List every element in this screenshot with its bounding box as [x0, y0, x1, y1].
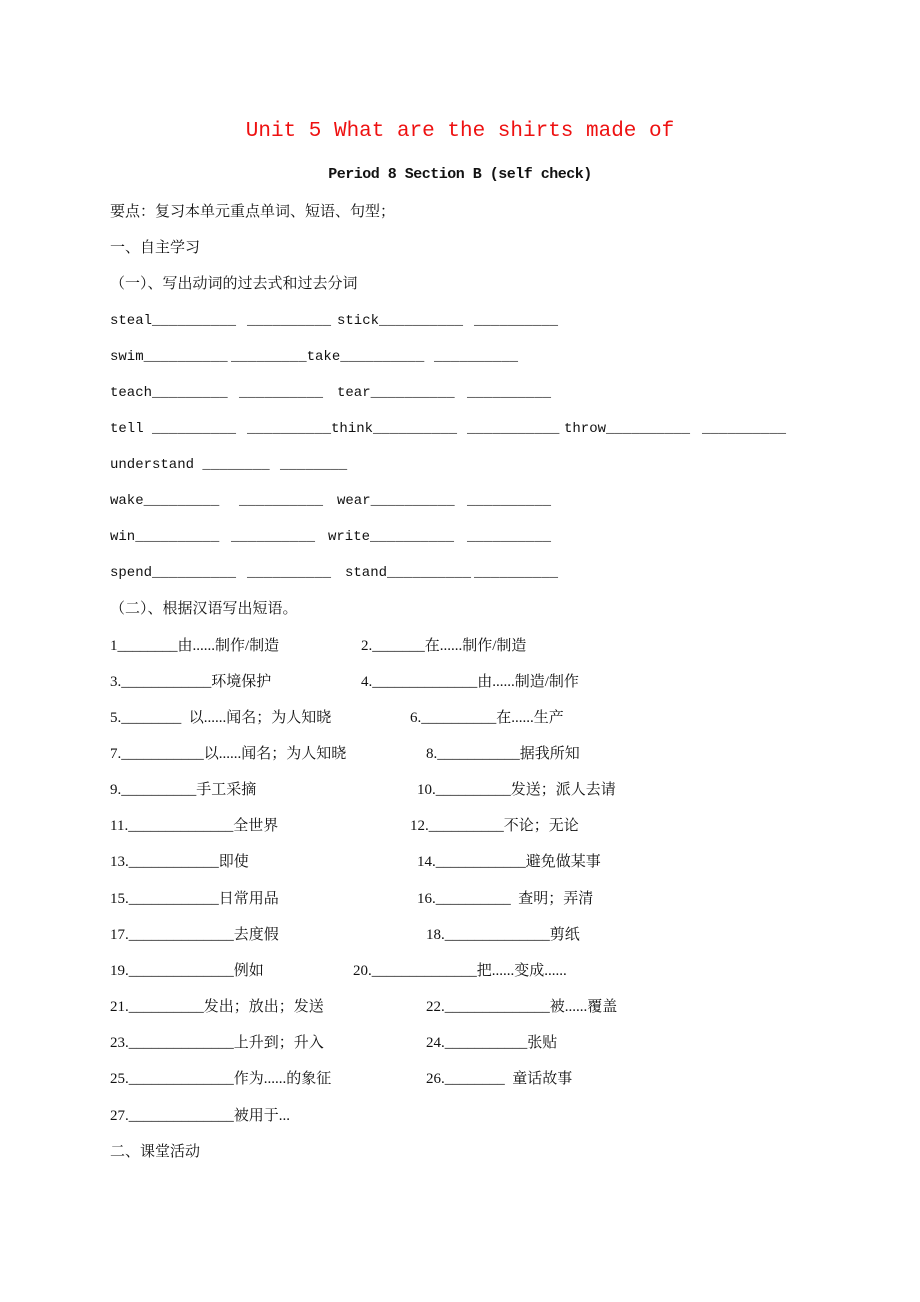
- part-heading-2: （二）、根据汉语写出短语。: [110, 601, 298, 617]
- verb-blank: ________: [280, 457, 348, 473]
- phrase-item: 11.______________全世界: [110, 818, 279, 834]
- verb-blank: win__________: [110, 529, 220, 545]
- verb-blank: spend__________: [110, 565, 237, 581]
- phrase-item: 20.______________把......变成......: [353, 963, 567, 979]
- verb-blank: understand ________: [110, 457, 270, 473]
- phrase-item: 6.__________在......生产: [410, 710, 564, 726]
- verb-blank: __________: [434, 349, 519, 365]
- phrase-item: 25.______________作为......的象征: [110, 1071, 332, 1087]
- verb-blank: swim__________: [110, 349, 228, 365]
- verb-blank: wear__________: [337, 493, 455, 509]
- phrase-item: 27.______________被用于...: [110, 1108, 291, 1124]
- phrase-item: 18.______________剪纸: [426, 927, 580, 943]
- phrase-item: 7.___________以......闻名；为人知晓: [110, 746, 347, 762]
- phrase-item: 17.______________去度假: [110, 927, 279, 943]
- verb-blank: stick__________: [337, 313, 464, 329]
- phrase-item: 12.__________不论；无论: [410, 818, 579, 834]
- phrase-item: 2._______在......制作/制造: [361, 638, 527, 654]
- phrase-item: 14.____________避免做某事: [417, 854, 601, 870]
- verb-blank: __________: [702, 421, 787, 437]
- verb-blank: __________: [247, 313, 332, 329]
- phrase-item: 21.__________发出；放出；发送: [110, 999, 324, 1015]
- phrase-item: 5.________ 以......闻名；为人知晓: [110, 710, 332, 726]
- phrase-item: 10.__________发送；派人去请: [417, 782, 616, 798]
- phrase-item: 23.______________上升到；升入: [110, 1035, 324, 1051]
- phrase-item: 15.____________日常用品: [110, 891, 279, 907]
- phrase-item: 26.________ 童话故事: [426, 1071, 573, 1087]
- verb-blank: __________think__________: [247, 421, 458, 437]
- document-subtitle: Period 8 Section B (self check): [328, 166, 592, 183]
- verb-blank: ___________: [467, 421, 560, 437]
- section-heading-2: 二、课堂活动: [110, 1144, 201, 1160]
- verb-blank: __________: [467, 385, 552, 401]
- verb-blank: __________: [474, 313, 559, 329]
- verb-blank: __________: [474, 565, 559, 581]
- verb-blank: teach_________: [110, 385, 228, 401]
- phrase-item: 8.___________据我所知: [426, 746, 580, 762]
- phrase-item: 19.______________例如: [110, 963, 264, 979]
- verb-blank: __________: [247, 565, 332, 581]
- verb-blank: tear__________: [337, 385, 455, 401]
- verb-blank: stand__________: [345, 565, 472, 581]
- verb-blank: __________: [231, 529, 316, 545]
- verb-blank: tell __________: [110, 421, 237, 437]
- key-points: 要点：复习本单元重点单词、短语、句型；: [110, 204, 396, 220]
- phrase-item: 13.____________即使: [110, 854, 249, 870]
- part-heading-1: （一）、写出动词的过去式和过去分词: [110, 276, 358, 292]
- phrase-item: 1________由......制作/制造: [110, 638, 280, 654]
- verb-blank: __________: [467, 493, 552, 509]
- verb-blank: throw__________: [564, 421, 691, 437]
- verb-blank: _________take__________: [231, 349, 425, 365]
- section-heading-1: 一、自主学习: [110, 240, 201, 256]
- verb-blank: __________: [239, 493, 324, 509]
- verb-blank: wake_________: [110, 493, 220, 509]
- verb-blank: __________: [467, 529, 552, 545]
- phrase-item: 3.____________环境保护: [110, 674, 272, 690]
- phrase-item: 16.__________ 查明；弄清: [417, 891, 594, 907]
- verb-blank: write__________: [328, 529, 455, 545]
- verb-blank: steal__________: [110, 313, 237, 329]
- phrase-item: 24.___________张贴: [426, 1035, 558, 1051]
- phrase-item: 22.______________被......覆盖: [426, 999, 618, 1015]
- verb-blank: __________: [239, 385, 324, 401]
- document-title: Unit 5 What are the shirts made of: [245, 120, 675, 143]
- phrase-item: 4.______________由......制造/制作: [361, 674, 579, 690]
- phrase-item: 9.__________手工采摘: [110, 782, 257, 798]
